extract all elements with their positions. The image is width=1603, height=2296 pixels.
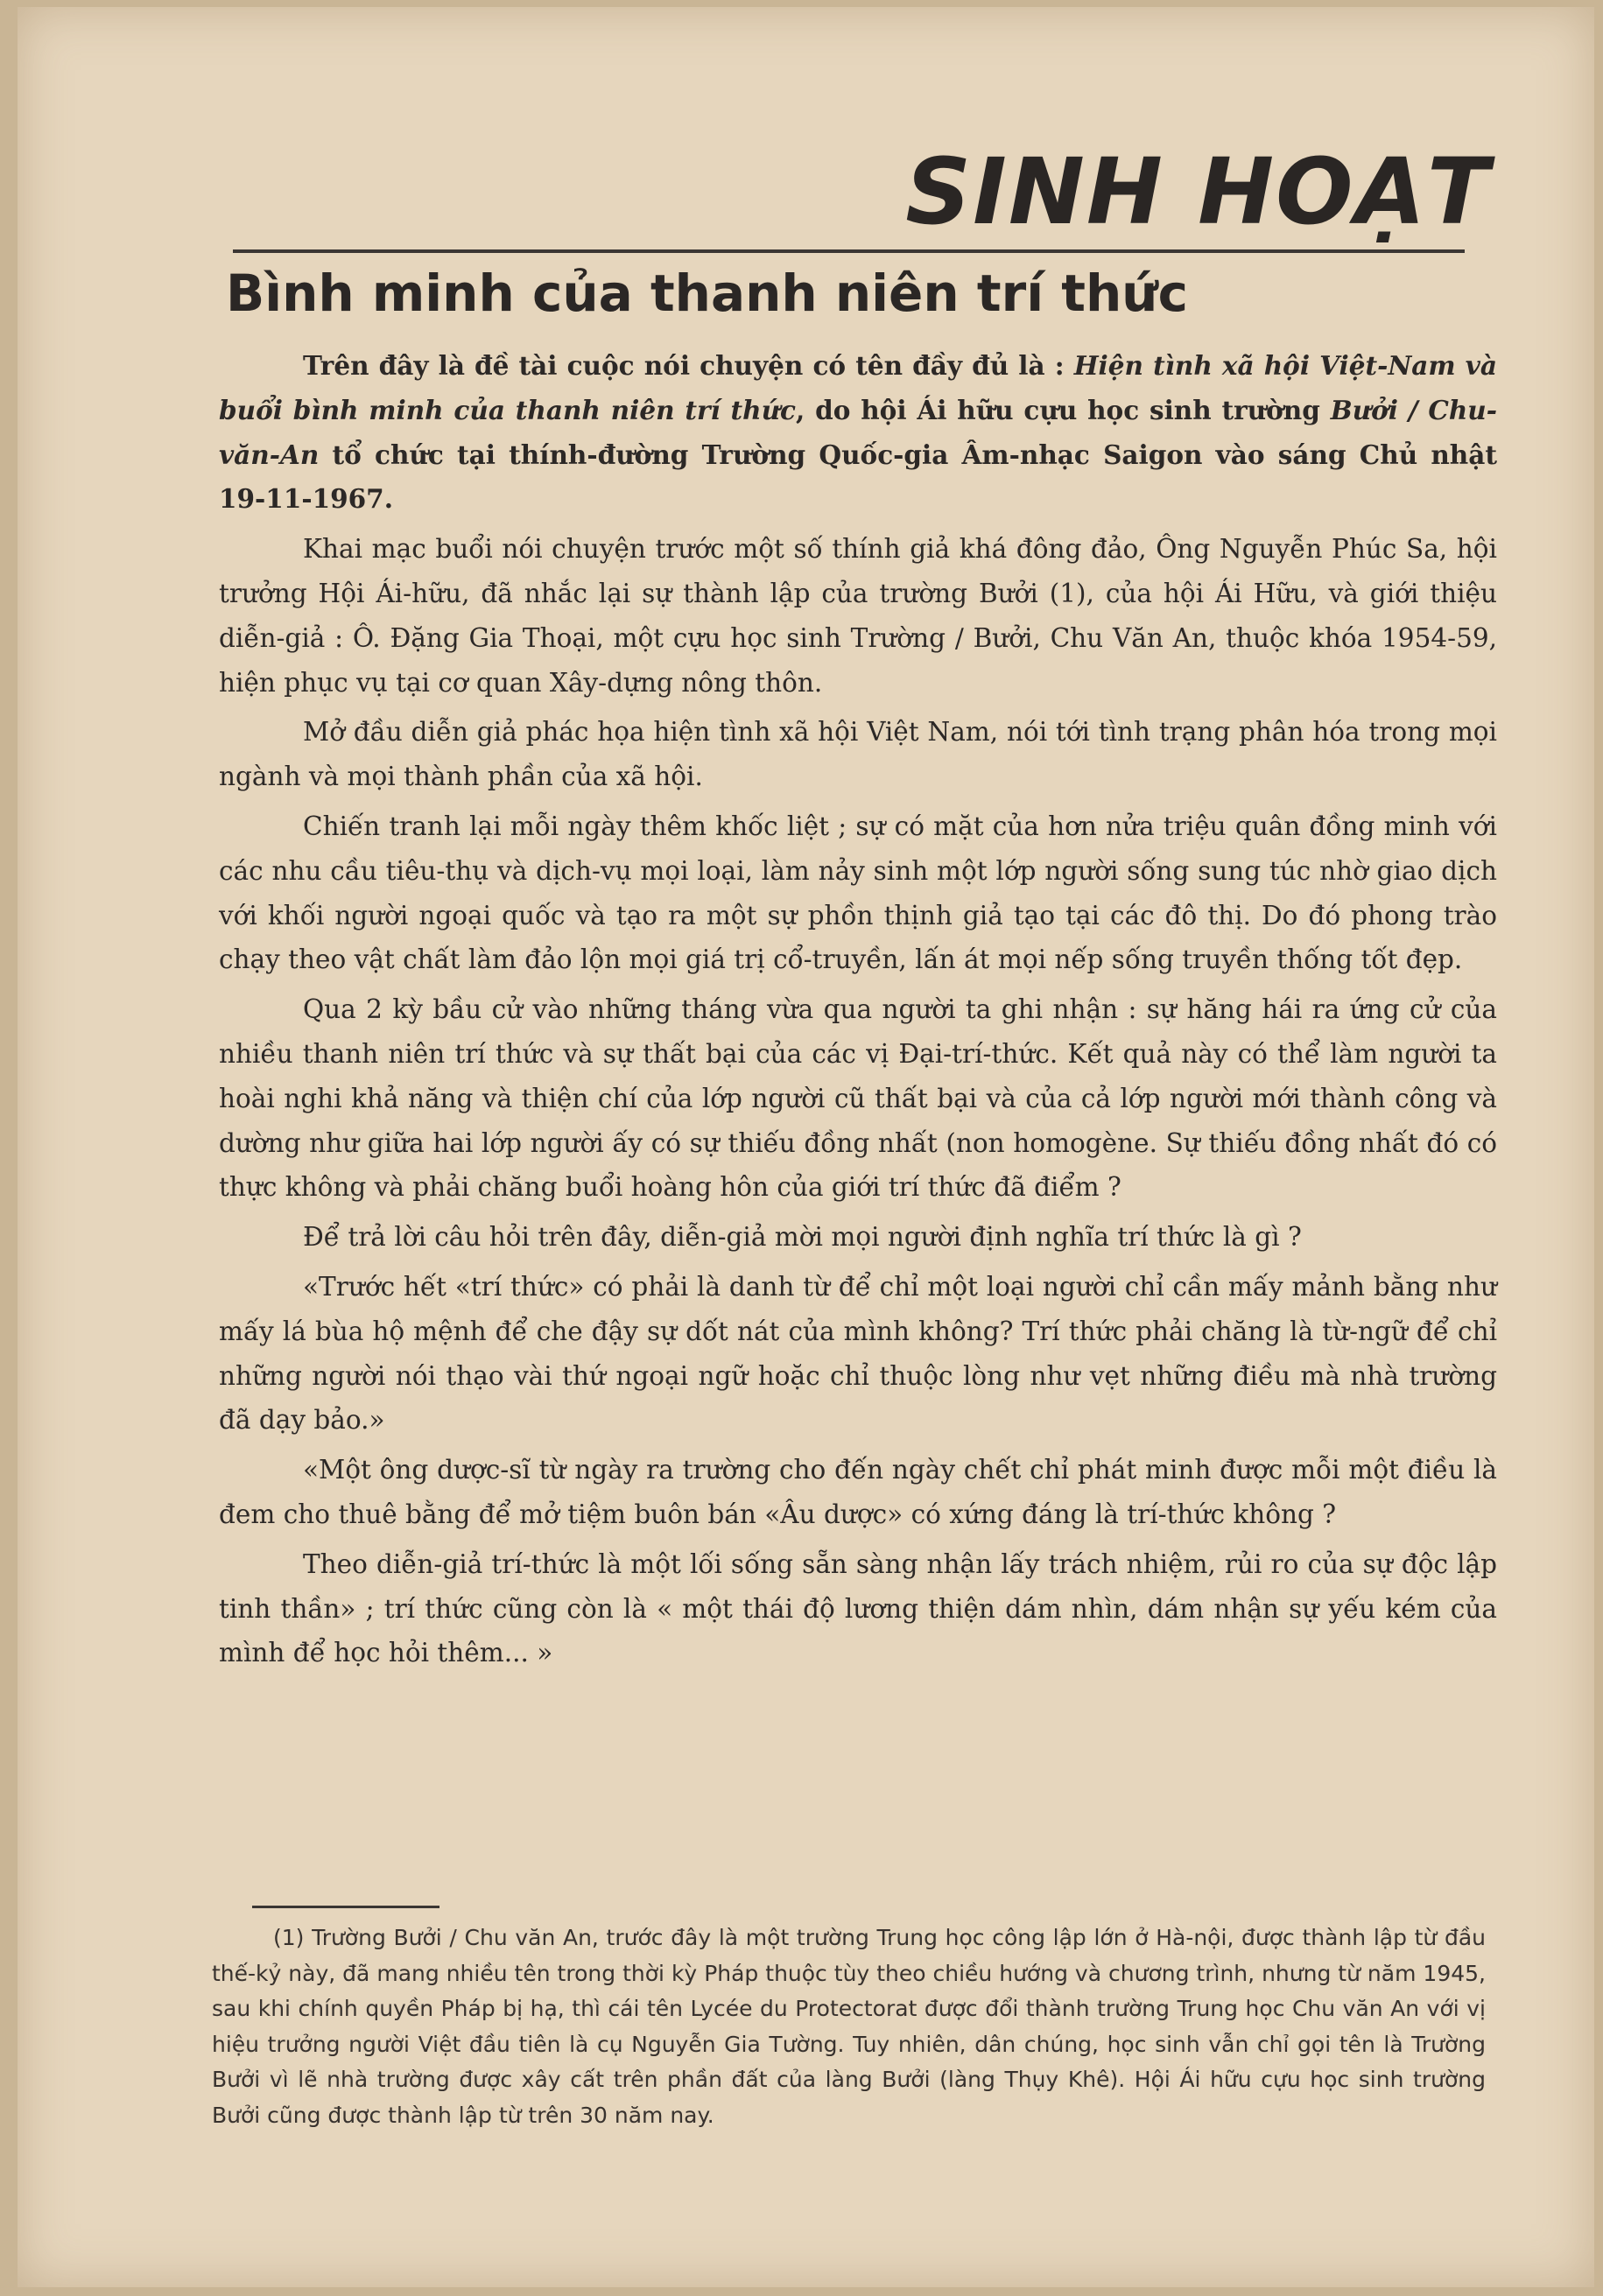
section-label: SINH HOẠT (905, 138, 1491, 245)
footnote: (1) Trường Bưởi / Chu văn An, trước đây là một trường Trung học công lập lớn ở Hà-nội, được thành lập từ đầu thế-kỷ này, đã mang nhiều tên trong thời kỳ Pháp thuộc tùy theo chiều hướng và chương trình, nhưng từ năm 1945, sau khi chính quyền Pháp bị hạ, thì cái tên Lycée du Protectorat được đổi thành trường Trung học Chu văn An với vị hiệu trưởng người Việt đầu tiên là cụ Nguyễn Gia Tường. Tuy nhiên, dân chúng, học sinh vẫn chỉ gọi tên là Trường Bưởi vì lẽ nhà trường được xây cất trên phần đất của làng Bưởi (làng Thụy Khê). Hội Ái hữu cựu học sinh trường Bưởi cũng được thành lập từ trên 30 năm nay. (212, 1925, 1486, 2128)
footnote-rule (252, 1906, 439, 1908)
magazine-page (18, 7, 1594, 2287)
body-paragraph: «Một ông dược-sĩ từ ngày ra trường cho đến ngày chết chỉ phát minh được mỗi một điều là đem cho thuê bằng để mở tiệm buôn bán «Âu dược» có xứng đáng là trí-thức không ? (219, 1455, 1497, 1529)
body-paragraph: Qua 2 kỳ bầu cử vào những tháng vừa qua người ta ghi nhận : sự hăng hái ra ứng cử của nhiều thanh niên trí thức và sự thất bại của các vị Đại-trí-thức. Kết quả này có thể làm người ta hoài nghi khả năng và thiện chí của lớp người cũ thất bại và của cả lớp người mới thành công và dường như giữa hai lớp người ấy có sự thiếu đồng nhất (non homogène. Sự thiếu đồng nhất đó có thực không và phải chăng buổi hoàng hôn của giới trí thức đã điểm ? (219, 994, 1497, 1203)
body-paragraph: Để trả lời câu hỏi trên đây, diễn-giả mời mọi người định nghĩa trí thức là gì ? (303, 1222, 1302, 1253)
body-paragraph: Chiến tranh lại mỗi ngày thêm khốc liệt ; sự có mặt của hơn nửa triệu quân đồng minh với các nhu cầu tiêu-thụ và dịch-vụ mọi loại, làm nảy sinh một lớp người sống sung túc nhờ giao dịch với khối người ngoại quốc và tạo ra một sự phồn thịnh giả tạo tại các đô thị. Do đó phong trào chạy theo vật chất làm đảo lộn mọi giá trị cổ-truyền, lấn át mọi nếp sống truyền thống tốt đẹp. (219, 811, 1497, 975)
body-paragraph: Mở đầu diễn giả phác họa hiện tình xã hội Việt Nam, nói tới tình trạng phân hóa trong mọi ngành và mọi thành phần của xã hội. (219, 717, 1497, 792)
intro-school: Bưởi / Chu-văn-An (219, 394, 1497, 470)
body-paragraph: Khai mạc buổi nói chuyện trước một số thính giả khá đông đảo, Ông Nguyễn Phúc Sa, hội trưởng Hội Ái-hữu, đã nhắc lại sự thành lập của trường Bưởi (1), của hội Ái Hữu, và giới thiệu diễn-giả : Ô. Đặng Gia Thoại, một cựu học sinh Trường / Bưởi, Chu Văn An, thuộc khóa 1954-59, hiện phục vụ tại cơ quan Xây-dựng nông thôn. (219, 534, 1497, 698)
article-body (219, 344, 1497, 1681)
article-title: Bình minh của thanh niên trí thức (226, 263, 1188, 323)
intro-text: tổ chức tại thính-đường Trường Quốc-gia Âm-nhạc Saigon vào sáng Chủ nhật 19-11-1967. (219, 439, 1497, 515)
body-paragraph: Theo diễn-giả trí-thức là một lối sống sẵn sàng nhận lấy trách nhiệm, rủi ro của sự độc lập tinh thần» ; trí thức cũng còn là « một thái độ lương thiện dám nhìn, dám nhận sự yếu kém của mình để học hỏi thêm... » (219, 1548, 1497, 1668)
intro-text: Trên đây là đề tài cuộc nói chuyện có tên đầy đủ là : (303, 350, 1074, 381)
intro-text: , do hội Ái hữu cựu học sinh trường (796, 394, 1331, 425)
intro-topic: Hiện tình xã hội Việt-Nam và buổi bình minh của thanh niên trí thức (219, 350, 1497, 425)
intro-paragraph (219, 344, 1497, 522)
header-rule (233, 249, 1465, 253)
body-paragraph: «Trước hết «trí thức» có phải là danh từ để chỉ một loại người chỉ cần mấy mảnh bằng như mấy lá bùa hộ mệnh để che đậy sự dốt nát của mình không? Trí thức phải chăng là từ-ngữ để chỉ những người nói thạo vài thứ ngoại ngữ hoặc chỉ thuộc lòng như vẹt những điều mà nhà trường đã dạy bảo.» (219, 1271, 1497, 1436)
